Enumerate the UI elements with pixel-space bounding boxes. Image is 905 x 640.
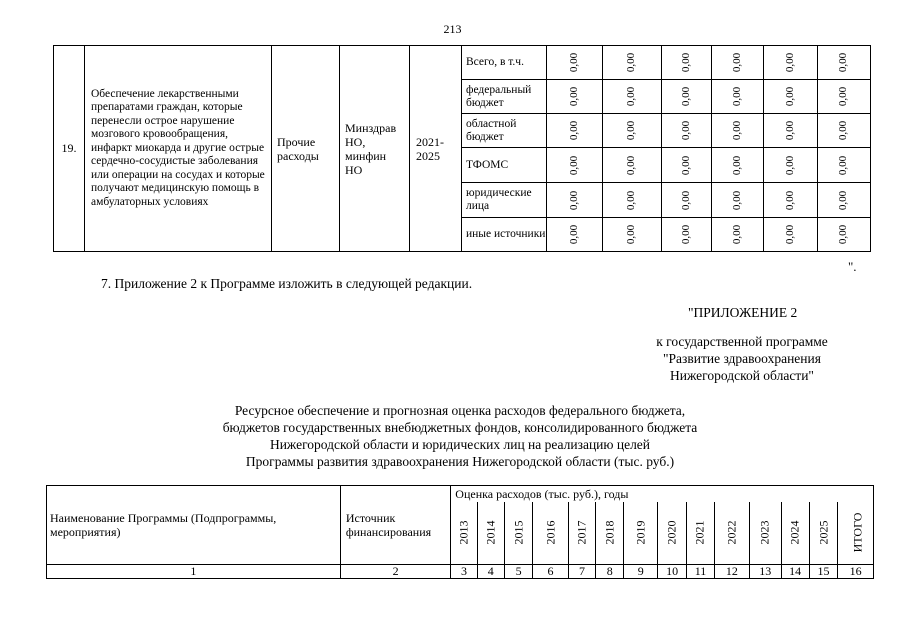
year-header [477,502,504,565]
value-text: 0,00 [837,120,850,141]
value-cell [818,114,871,148]
value-cell [712,80,764,114]
value-cell [603,183,662,218]
value-cell [547,148,603,183]
appendix-line-3: Нижегородской области" [670,368,814,383]
column-number: 10 [657,565,686,579]
year-header [714,502,749,565]
value-text: 0,00 [837,224,850,245]
closing-quote: ". [848,259,857,274]
value-text: 0,00 [680,155,692,175]
value-cell [603,46,662,80]
value-cell [764,183,818,218]
source-label: ТФОМС [462,148,547,183]
page-number: 213 [443,22,462,36]
column-number: 13 [750,565,781,579]
column-number: 8 [596,565,624,579]
value-text: 0,00 [784,224,796,245]
value-cell [712,218,764,252]
appendix-title: "ПРИЛОЖЕНИЕ 2 [688,305,798,320]
value-cell [764,218,818,252]
value-cell [603,80,662,114]
year-label: 2023 [757,520,772,545]
year-header [568,502,595,565]
heading-line-3: Нижегородской области и юридических лиц на реализацию целей [269,437,651,452]
year-label: 2013 [456,520,471,545]
value-text: 0,00 [625,190,638,210]
executor: Минздрав НО, минфин НО [340,46,410,252]
value-text: 0,00 [625,52,638,73]
value-cell [662,148,712,183]
value-text: 0,00 [731,190,743,210]
value-cell [662,114,712,148]
heading-line-4: Программы развития здравоохранения Нижегородской области (тыс. руб.) [245,454,675,469]
column-number: 11 [687,565,714,579]
value-cell [662,183,712,218]
value-text: 0,00 [625,155,638,175]
value-text: 0,00 [784,155,796,175]
value-cell [547,80,603,114]
year-label: 2020 [664,520,679,545]
source-label: иные источники [462,218,547,252]
value-text: 0,00 [568,224,580,245]
column-number: 9 [624,565,657,579]
column-number-row [47,565,874,579]
year-label: 2016 [543,520,558,545]
column-number: 2 [340,565,450,579]
period: 2021-2025 [410,46,462,252]
column-number: 4 [477,565,504,579]
year-header [750,502,781,565]
value-text: 0,00 [680,52,692,73]
value-cell [818,183,871,218]
instruction-text: 7. Приложение 2 к Программе изложить в следующей редакции. [101,276,473,291]
year-header [596,502,624,565]
value-cell [662,80,712,114]
value-cell [547,46,603,80]
year-label: 2018 [602,520,617,545]
value-cell [764,148,818,183]
year-label: 2021 [692,520,707,545]
value-text: 0,00 [568,86,580,107]
value-text: 0,00 [837,155,850,175]
value-cell [712,183,764,218]
value-text: 0,00 [731,52,743,73]
value-text: 0,00 [680,86,692,107]
year-label: 2014 [483,520,498,545]
appendix-caption [600,333,884,384]
value-cell [818,80,871,114]
column-number: 16 [838,565,874,579]
resources-table [46,485,874,579]
value-text: 0,00 [680,224,692,245]
value-text: 0,00 [568,52,580,73]
year-header [533,502,568,565]
year-header [624,502,657,565]
column-number: 1 [47,565,341,579]
column-number: 7 [568,565,595,579]
value-cell [712,148,764,183]
source-label: Всего, в т.ч. [462,46,547,80]
program-row-table [53,45,871,252]
value-cell [603,218,662,252]
value-text: 0,00 [784,190,796,210]
value-text: 0,00 [837,52,850,73]
column-number: 12 [714,565,749,579]
value-text: 0,00 [837,86,850,107]
year-header [504,502,532,565]
value-cell [662,218,712,252]
column-number: 3 [451,565,477,579]
source-label: юридические лица [462,183,547,218]
value-text: 0,00 [837,190,850,210]
col-header-source: Источник финансирования [340,486,450,565]
value-cell [603,114,662,148]
expense-type: Прочие расходы [272,46,340,252]
year-header [838,502,874,565]
value-cell [764,80,818,114]
value-cell [712,46,764,80]
value-text: 0,00 [625,86,638,107]
year-label: 2019 [633,520,648,545]
year-label: ИТОГО [850,512,865,553]
table-row [54,46,871,80]
row-number: 19. [54,46,85,252]
column-number: 5 [504,565,532,579]
year-label: 2022 [724,520,739,545]
value-text: 0,00 [680,120,692,141]
year-header [451,502,477,565]
value-text: 0,00 [731,224,743,245]
value-text: 0,00 [568,155,580,175]
value-text: 0,00 [731,120,743,141]
year-label: 2025 [816,520,831,545]
value-text: 0,00 [568,190,580,210]
year-label: 2024 [787,520,802,545]
heading-line-1: Ресурсное обеспечение и прогнозная оценка расходов федерального бюджета, [234,403,686,418]
year-header [781,502,809,565]
heading-line-2: бюджетов государственных внебюджетных фондов, консолидированного бюджета [222,420,698,435]
value-cell [662,46,712,80]
value-text: 0,00 [784,86,796,107]
value-text: 0,00 [731,155,743,175]
value-text: 0,00 [625,224,638,245]
value-text: 0,00 [731,86,743,107]
value-cell [547,114,603,148]
value-text: 0,00 [680,190,692,210]
value-cell [764,114,818,148]
col-header-estimate: Оценка расходов (тыс. руб.), годы [451,486,874,502]
column-number: 6 [533,565,568,579]
value-cell [818,218,871,252]
value-text: 0,00 [625,120,638,141]
value-cell [764,46,818,80]
value-text: 0,00 [784,52,796,73]
year-header [657,502,686,565]
value-text: 0,00 [568,120,580,141]
year-label: 2015 [511,520,526,545]
column-number: 15 [809,565,837,579]
document-heading [100,402,820,470]
appendix-line-1: к государственной программе [656,334,828,349]
col-header-name: Наименование Программы (Подпрограммы, мероприятия) [47,486,341,565]
value-text: 0,00 [784,120,796,141]
value-cell [818,46,871,80]
year-label: 2017 [574,520,589,545]
appendix-line-2: "Развитие здравоохранения [663,351,821,366]
year-header [687,502,714,565]
value-cell [547,183,603,218]
year-header [809,502,837,565]
column-number: 14 [781,565,809,579]
source-label: федеральный бюджет [462,80,547,114]
value-cell [603,148,662,183]
measure-name: Обеспечение лекарственными препаратами граждан, которые перенесли острое нарушение мозгового кровообращения, инфаркт миокарда и другие острые сердечно-сосудистые заболевания или операции на сосудах и которые получают медицинскую помощь в амбулаторных условиях [85,46,272,252]
value-cell [712,114,764,148]
value-cell [818,148,871,183]
value-cell [547,218,603,252]
source-label: областной бюджет [462,114,547,148]
header-row [47,486,874,502]
